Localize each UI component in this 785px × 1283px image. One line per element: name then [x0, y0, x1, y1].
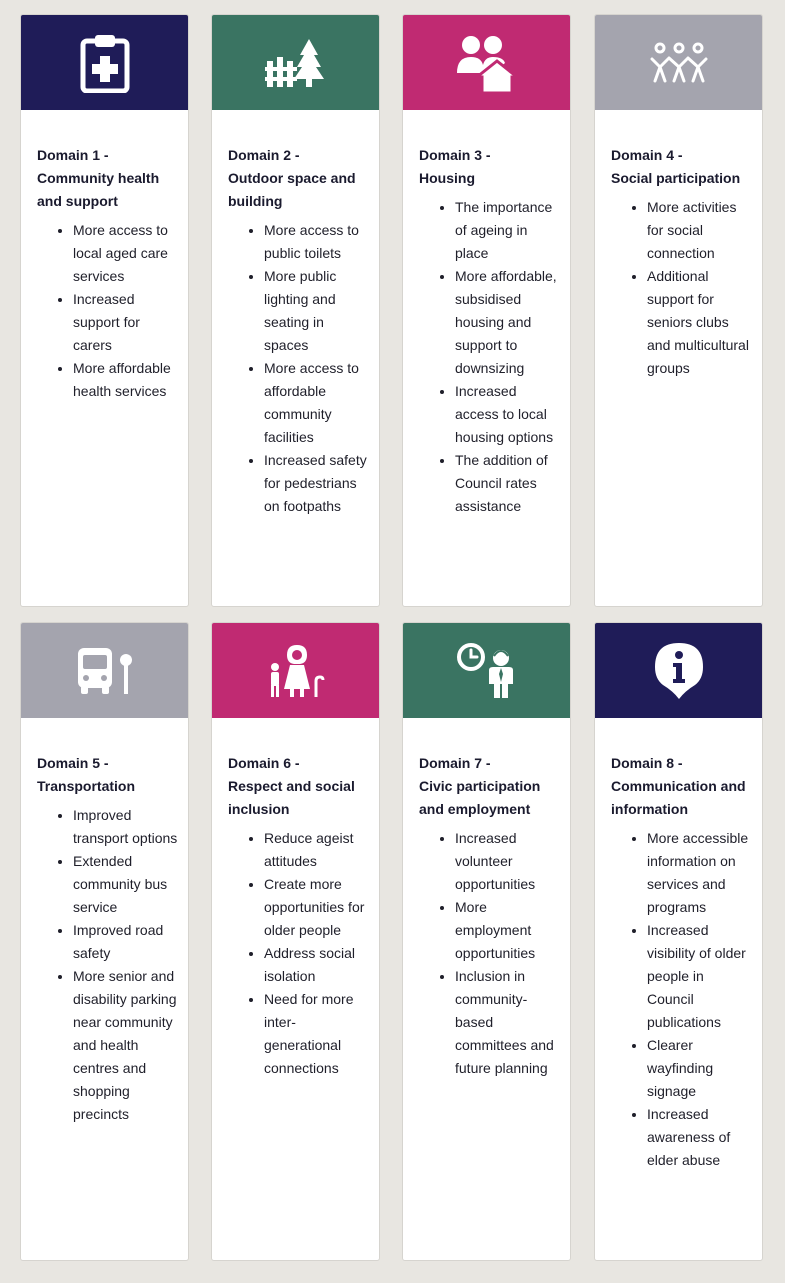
list-item: • Improved transport options	[73, 804, 178, 850]
card-list	[419, 196, 560, 518]
list-item: • Address social isolation	[264, 942, 369, 988]
list-item: • More access to affordable community facilities	[264, 357, 369, 449]
card-title: Domain 8 - Communication and information	[611, 755, 746, 817]
card-title: Domain 2 - Outdoor space and building	[228, 147, 356, 209]
list-item: • Inclusion in community-based committees and future planning	[455, 965, 560, 1080]
card-title: Domain 7 - Civic participation and employment	[419, 755, 541, 817]
list-item: • More access to public toilets	[264, 219, 369, 265]
card-list	[228, 827, 369, 1080]
domain-card-4	[594, 14, 763, 607]
card-title: Domain 3 - Housing	[419, 147, 491, 186]
linked-people-icon	[650, 41, 708, 85]
domain-card-8	[594, 622, 763, 1261]
card-title: Domain 1 - Community health and support	[37, 147, 160, 209]
list-item: • Improved road safety	[73, 919, 178, 965]
card-list	[37, 219, 178, 403]
list-item: • Clearer wayfinding signage	[647, 1034, 752, 1103]
list-item: • More affordable, subsidised housing and support to downsizing	[455, 265, 560, 380]
card-list	[611, 196, 752, 380]
domain-card-7	[402, 622, 571, 1261]
list-item: • Additional support for seniors clubs and multicultural groups	[647, 265, 752, 380]
info-pin-icon	[653, 641, 705, 701]
card-header	[403, 15, 570, 110]
card-list	[37, 804, 178, 1126]
card-header	[21, 623, 188, 718]
list-item: • More activities for social connection	[647, 196, 752, 265]
card-list	[419, 827, 560, 1080]
people-house-icon	[457, 33, 517, 93]
list-item: • Increased volunteer opportunities	[455, 827, 560, 896]
card-title: Domain 6 - Respect and social inclusion	[228, 755, 355, 817]
list-item: • Need for more inter-generational connections	[264, 988, 369, 1080]
list-item: • Increased safety for pedestrians on footpaths	[264, 449, 369, 518]
list-item: • Extended community bus service	[73, 850, 178, 919]
card-header	[212, 623, 379, 718]
domain-card-6	[211, 622, 380, 1261]
child-elder-cane-icon	[266, 643, 326, 699]
card-title: Domain 5 - Transportation	[37, 755, 136, 794]
domain-card-2	[211, 14, 380, 607]
list-item: • Increased support for carers	[73, 288, 178, 357]
list-item: • The addition of Council rates assistance	[455, 449, 560, 518]
list-item: • Reduce ageist attitudes	[264, 827, 369, 873]
card-title: Domain 4 - Social participation	[611, 147, 741, 186]
list-item: • Increased visibility of older people in Council publications	[647, 919, 752, 1034]
list-item: • More affordable health services	[73, 357, 178, 403]
list-item: • More public lighting and seating in spaces	[264, 265, 369, 357]
card-header	[403, 623, 570, 718]
list-item: • The importance of ageing in place	[455, 196, 560, 265]
fence-tree-icon	[265, 37, 327, 89]
domain-card-1	[20, 14, 189, 607]
list-item: • Create more opportunities for older people	[264, 873, 369, 942]
clock-worker-icon	[456, 642, 518, 700]
domain-card-5	[20, 622, 189, 1261]
list-item: • Increased access to local housing options	[455, 380, 560, 449]
domain-card-3	[402, 14, 571, 607]
list-item: • More employment opportunities	[455, 896, 560, 965]
card-list	[228, 219, 369, 518]
list-item: • More accessible information on services and programs	[647, 827, 752, 919]
card-header	[595, 623, 762, 718]
list-item: • More senior and disability parking near community and health centres and shopping precincts	[73, 965, 178, 1126]
medical-clipboard-icon	[79, 33, 131, 93]
list-item: • Increased awareness of elder abuse	[647, 1103, 752, 1172]
card-header	[212, 15, 379, 110]
list-item: • More access to local aged care services	[73, 219, 178, 288]
bus-stop-icon	[76, 646, 134, 696]
card-header	[21, 15, 188, 110]
card-header	[595, 15, 762, 110]
card-list	[611, 827, 752, 1172]
